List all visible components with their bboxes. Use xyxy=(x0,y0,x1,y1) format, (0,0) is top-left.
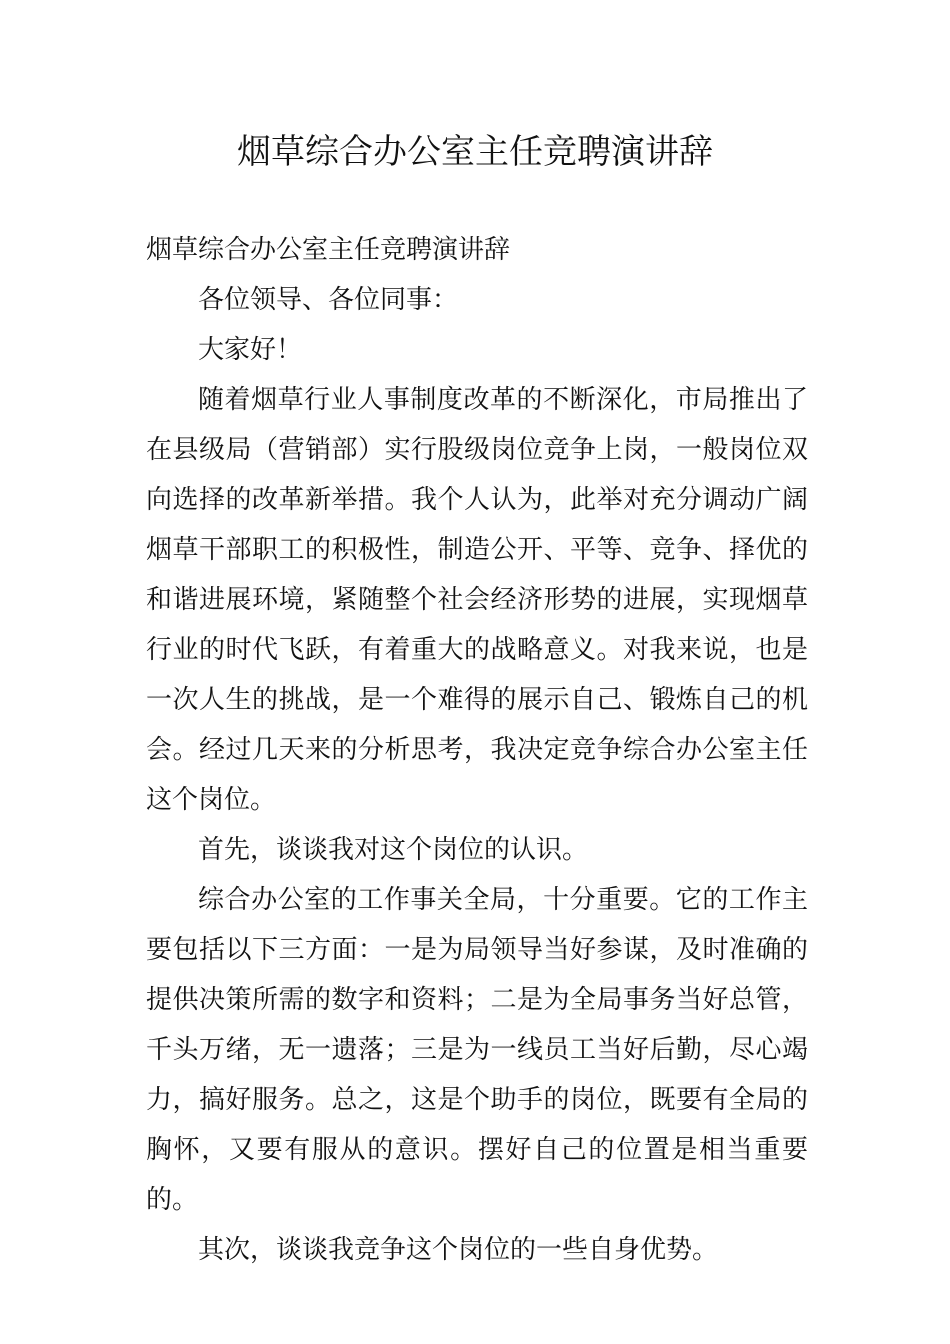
paragraph-first-point: 首先，谈谈我对这个岗位的认识。 xyxy=(198,835,589,865)
paragraph-greeting: 大家好！ xyxy=(198,335,303,365)
paragraph-second-point: 其次，谈谈我竞争这个岗位的一些自身优势。 xyxy=(198,1235,719,1265)
paragraph-subtitle: 烟草综合办公室主任竞聘演讲辞 xyxy=(146,235,511,265)
paragraph-role-description: 综合办公室的工作事关全局，十分重要。它的工作主要包括以下三方面：一是为局领导当好参谋，及时准确的提供决策所需的数字和资料；二是为全局事务当好总管，千头万绪，无一遗落；三是为一线员工当好后勤，尽心竭力，搞好服务。总之，这是个助手的岗位，既要有全局的胸怀，又要有服从的意识。摆好自己的位置是相当重要的。 xyxy=(146,885,808,1215)
paragraph-intro: 随着烟草行业人事制度改革的不断深化，市局推出了在县级局（营销部）实行股级岗位竞争上岗，一般岗位双向选择的改革新举措。我个人认为，此举对充分调动广阔烟草干部职工的积极性，制造公开、平等、竞争、择优的和谐进展环境，紧随整个社会经济形势的进展，实现烟草行业的时代飞跃，有着重大的战略意义。对我来说，也是一次人生的挑战，是一个难得的展示自己、锻炼自己的机会。经过几天来的分析思考，我决定竞争综合办公室主任这个岗位。 xyxy=(146,385,808,815)
document-body xyxy=(146,225,808,1275)
paragraph-salutation: 各位领导、各位同事： xyxy=(198,285,459,315)
document-title: 烟草综合办公室主任竞聘演讲辞 xyxy=(237,132,713,172)
